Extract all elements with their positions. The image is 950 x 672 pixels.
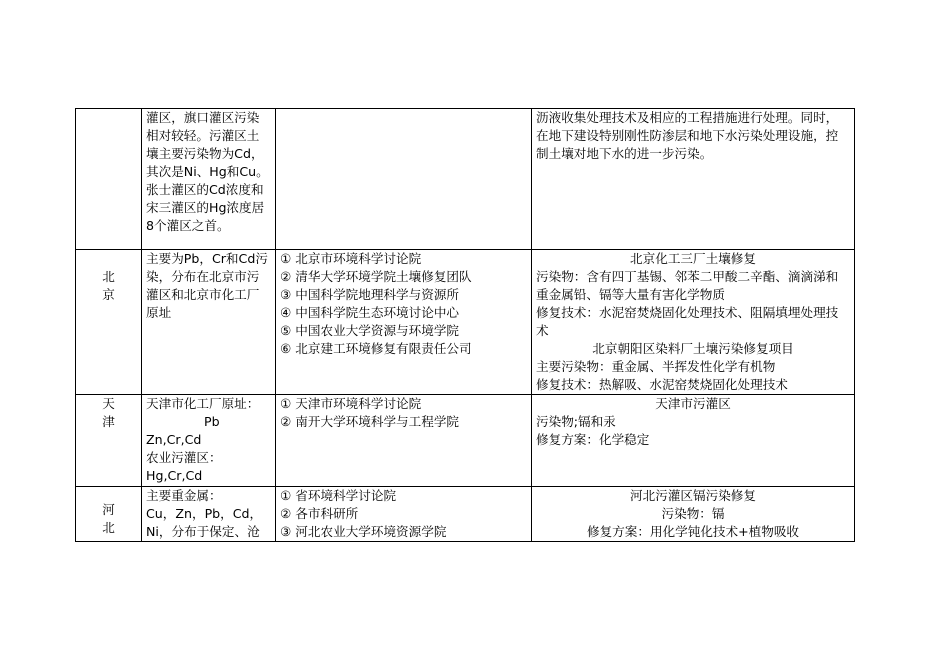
case-text: 主要污染物：重金属、半挥发性化学有机物 — [536, 359, 776, 374]
status-text: 农业污灌区： — [146, 450, 222, 465]
institution-cell — [276, 395, 532, 487]
province-char: 津 — [102, 414, 115, 429]
case-cell — [532, 395, 855, 487]
institution-item: ④ 中国科学院生态环境讨论中心 — [280, 305, 460, 320]
case-cell — [532, 109, 855, 250]
table-row — [76, 395, 855, 487]
status-cell — [142, 109, 276, 250]
case-text: 修复技术：水泥窑焚烧固化处理技术、阻隔填埋处理技术 — [536, 305, 839, 338]
status-text: Zn,Cr,Cd — [146, 432, 202, 447]
status-text: 灌区，旗口灌区污染相对较轻。污灌区土壤主要污染物为Cd，其次是Ni、Hg和Cu。张士灌区的Cd浓度和宋三灌区的Hg浓度居8个灌区之首。 — [146, 110, 269, 233]
institution-item: ② 南开大学环境科学与工程学院 — [280, 414, 460, 429]
province-cell — [76, 250, 142, 395]
case-title: 北京化工三厂土壤修复 — [630, 251, 756, 266]
status-text: 天津市化工厂原址： — [146, 396, 260, 411]
institution-item: ② 各市科研所 — [280, 506, 359, 521]
status-text: 主要重金属： — [146, 488, 222, 503]
province-cell — [76, 487, 142, 542]
province-cell — [76, 395, 142, 487]
province-char: 北 — [102, 520, 115, 535]
case-title: 天津市污灌区 — [655, 396, 731, 411]
pollution-table — [75, 108, 855, 542]
case-title: 北京朝阳区染料厂土壤污染修复项目 — [592, 341, 794, 356]
case-text: 沥液收集处理技术及相应的工程措施进行处理。同时，在地下建设特别刚性防渗层和地下水污染处理设施，控制土壤对地下水的进一步污染。 — [536, 110, 839, 161]
table-row — [76, 250, 855, 395]
status-text: 主要为Pb，Cr和Cd污染，分布在北京市污灌区和北京市化工厂原址 — [146, 251, 268, 320]
institution-cell — [276, 487, 532, 542]
case-text: 修复方案：用化学钝化技术+植物吸收 — [586, 524, 800, 539]
case-text: 污染物：镉 — [661, 506, 725, 521]
province-char: 天 — [102, 396, 115, 411]
institution-item: ② 清华大学环境学院土壤修复团队 — [280, 269, 472, 284]
case-cell — [532, 487, 855, 542]
province-cell — [76, 109, 142, 250]
status-text: Hg,Cr,Cd — [146, 468, 203, 483]
case-text: 修复技术：热解吸、水泥窑焚烧固化处理技术 — [536, 377, 788, 392]
institution-item: ⑥ 北京建工环境修复有限责任公司 — [280, 341, 472, 356]
institution-item: ① 省环境科学讨论院 — [280, 488, 397, 503]
case-title: 河北污灌区镉污染修复 — [630, 488, 756, 503]
institution-item: ① 北京市环境科学讨论院 — [280, 251, 422, 266]
status-text: Cu，Zn，Pb，Cd， — [146, 506, 263, 521]
status-cell — [142, 395, 276, 487]
institution-item: ③ 中国科学院地理科学与资源所 — [280, 287, 460, 302]
case-text: 污染物：含有四丁基锡、邻苯二甲酸二辛酯、滴滴涕和重金属铅、镉等大量有害化学物质 — [536, 269, 839, 302]
institution-item: ③ 河北农业大学环境资源学院 — [280, 524, 447, 539]
case-text: 修复方案：化学稳定 — [536, 432, 650, 447]
case-cell — [532, 250, 855, 395]
status-cell — [142, 487, 276, 542]
institution-cell — [276, 250, 532, 395]
case-text: 污染物;镉和汞 — [536, 414, 616, 429]
institution-cell — [276, 109, 532, 250]
table-row — [76, 487, 855, 542]
status-text: Ni，分布于保定、沧 — [146, 524, 260, 539]
status-text: Pb — [204, 414, 220, 429]
status-cell — [142, 250, 276, 395]
institution-item: ① 天津市环境科学讨论院 — [280, 396, 422, 411]
province-char: 北 — [102, 269, 115, 284]
province-char: 京 — [102, 287, 115, 302]
table-row — [76, 109, 855, 250]
province-char: 河 — [102, 502, 115, 517]
institution-item: ⑤ 中国农业大学资源与环境学院 — [280, 323, 460, 338]
